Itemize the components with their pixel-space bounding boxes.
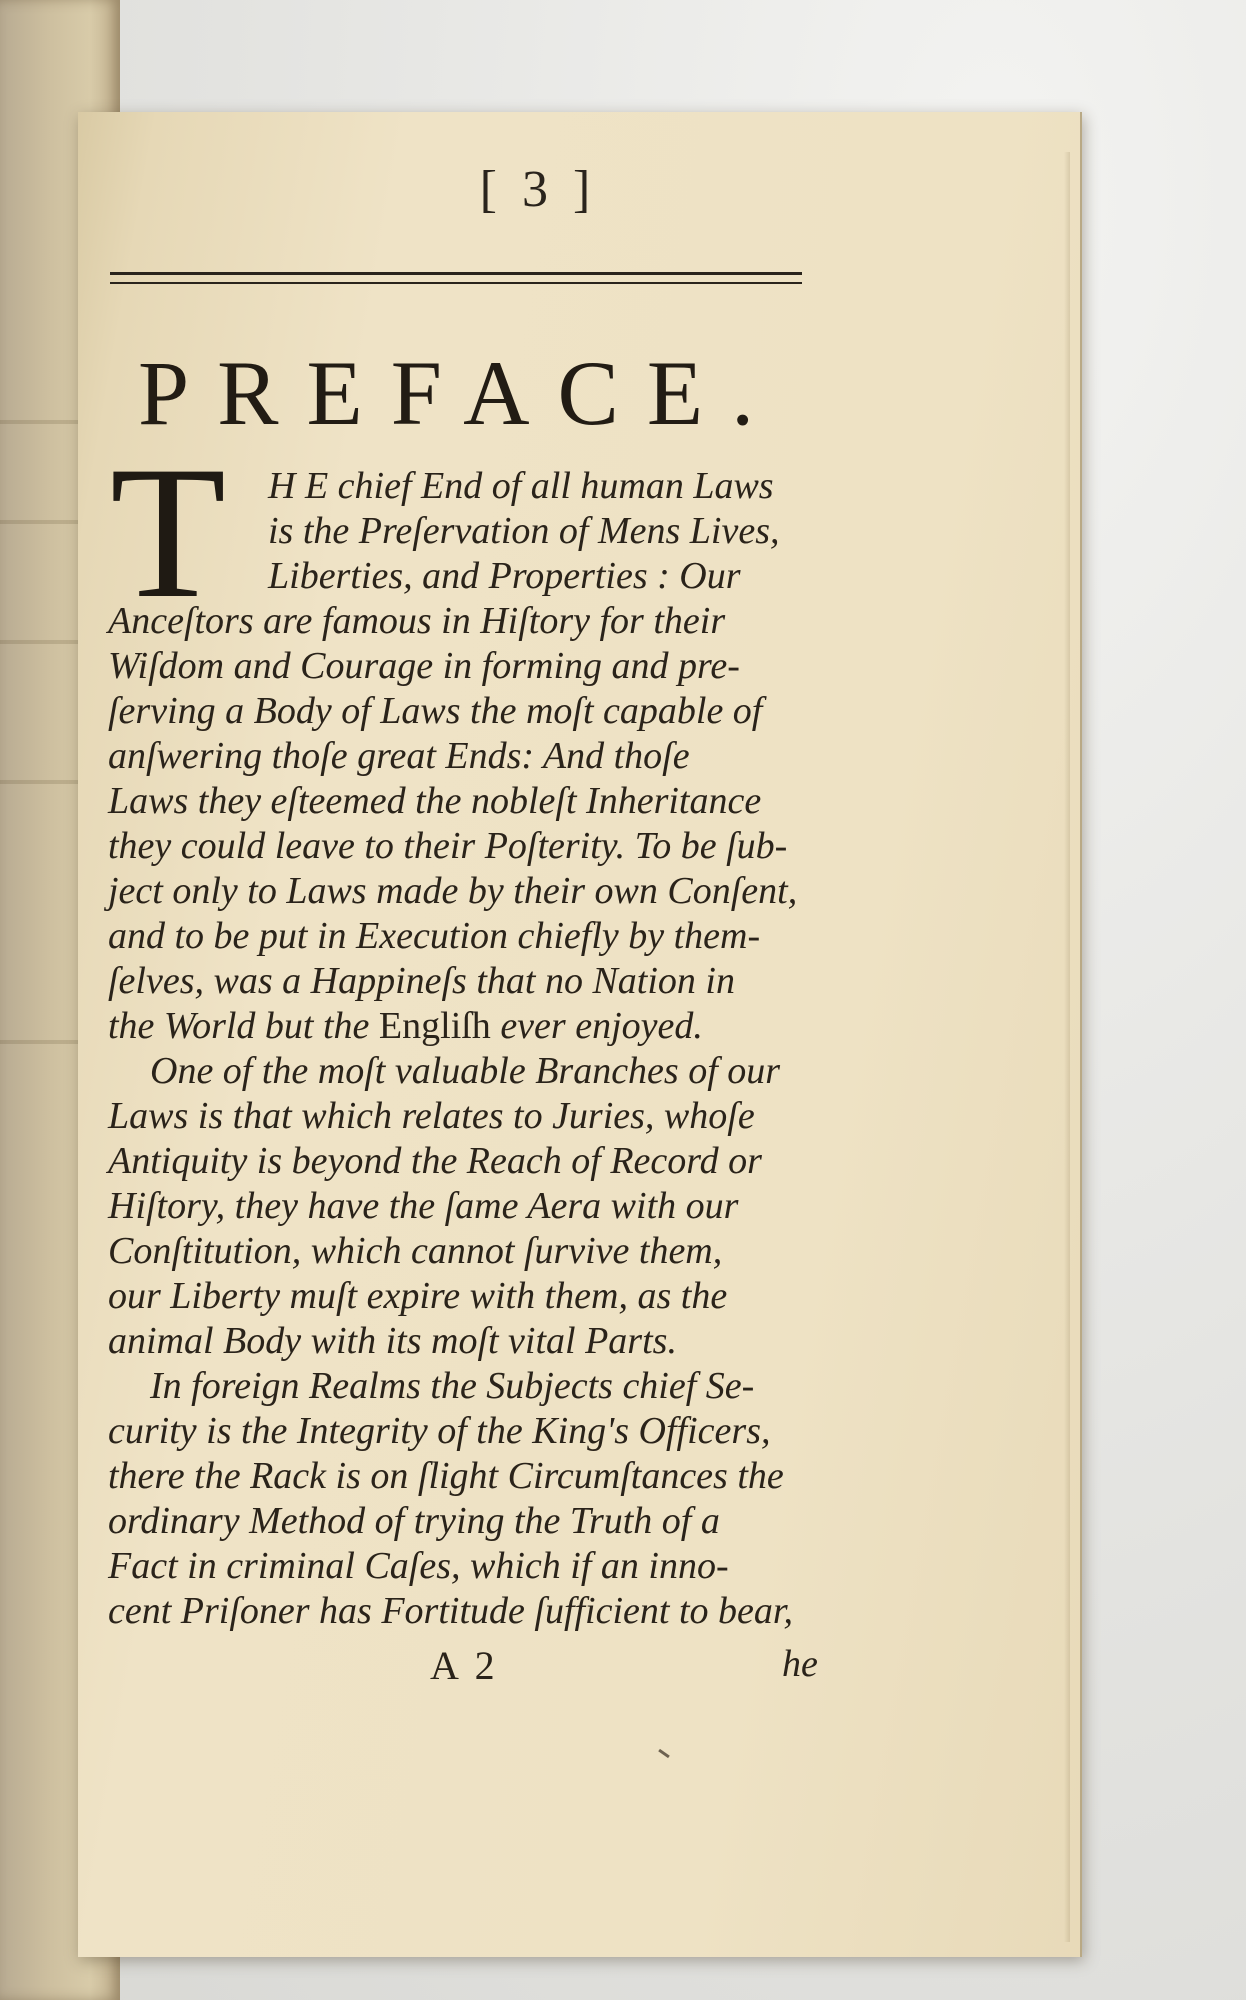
text-line: ordinary Method of trying the Truth of a — [108, 1500, 720, 1542]
text-line: Wiſdom and Courage in forming and pre- — [108, 645, 740, 687]
page-number: [ 3 ] — [479, 161, 597, 218]
header-rule-bottom — [110, 282, 802, 284]
header-rule-top — [110, 272, 802, 275]
text-line — [108, 1004, 808, 1049]
text-fragment: ever enjoyed. — [500, 1005, 703, 1047]
text-line: animal Body with its moſt vital Parts. — [108, 1320, 677, 1362]
text-line: Conſtitution, which cannot ſurvive them, — [108, 1230, 723, 1272]
bleed-through-mark — [0, 780, 90, 784]
catchword: he — [782, 1643, 818, 1685]
text-line: cent Priſoner has Fortitude ſufficient to bear, — [108, 1590, 793, 1632]
signature-mark: A 2 — [430, 1643, 499, 1688]
text-line: Laws they eſteemed the nobleſt Inheritance — [108, 780, 762, 822]
text-fragment: the World but the — [108, 1005, 370, 1047]
text-line: ſerving a Body of Laws the moſt capable of — [108, 690, 763, 732]
bleed-through-mark — [0, 420, 90, 424]
text-line: H E chief End of all human Laws — [268, 465, 774, 507]
text-line: our Liberty muſt expire with them, as the — [108, 1275, 728, 1317]
text-line: One of the moſt valuable Branches of our — [150, 1050, 781, 1092]
text-line: Anceſtors are famous in Hiſtory for their — [108, 600, 726, 642]
text-line: Liberties, and Properties : Our — [268, 555, 741, 597]
text-line: anſwering thoſe great Ends: And thoſe — [108, 735, 690, 777]
text-line: Hiſtory, they have the ſame Aera with our — [108, 1185, 739, 1227]
page-title: PREFACE. — [138, 342, 783, 444]
book-page — [78, 112, 1082, 1957]
text-line: they could leave to their Poſterity. To be ſub- — [108, 825, 788, 867]
bleed-through-mark — [0, 520, 90, 524]
drop-cap: T — [110, 428, 227, 638]
text-line: Fact in criminal Caſes, which if an inno- — [108, 1545, 729, 1587]
text-fragment-roman: Engliſh — [378, 1005, 491, 1047]
text-line: Laws is that which relates to Juries, whoſe — [108, 1095, 755, 1137]
text-line: ject only to Laws made by their own Conſent, — [108, 870, 798, 912]
text-line: In foreign Realms the Subjects chief Se- — [150, 1365, 755, 1407]
text-line: there the Rack is on ſlight Circumſtances the — [108, 1455, 784, 1497]
bleed-through-mark — [0, 640, 90, 644]
paper-fleck — [658, 1749, 670, 1758]
paragraph-1 — [108, 464, 808, 1634]
text-line: and to be put in Execution chiefly by them- — [108, 915, 761, 957]
bleed-through-mark — [0, 1040, 90, 1044]
text-line: curity is the Integrity of the King's Officers, — [108, 1410, 771, 1452]
text-line: ſelves, was a Happineſs that no Nation in — [108, 960, 735, 1002]
text-line: is the Preſervation of Mens Lives, — [268, 510, 780, 552]
text-line: Antiquity is beyond the Reach of Record or — [108, 1140, 762, 1182]
page-footer — [78, 1642, 1080, 1702]
